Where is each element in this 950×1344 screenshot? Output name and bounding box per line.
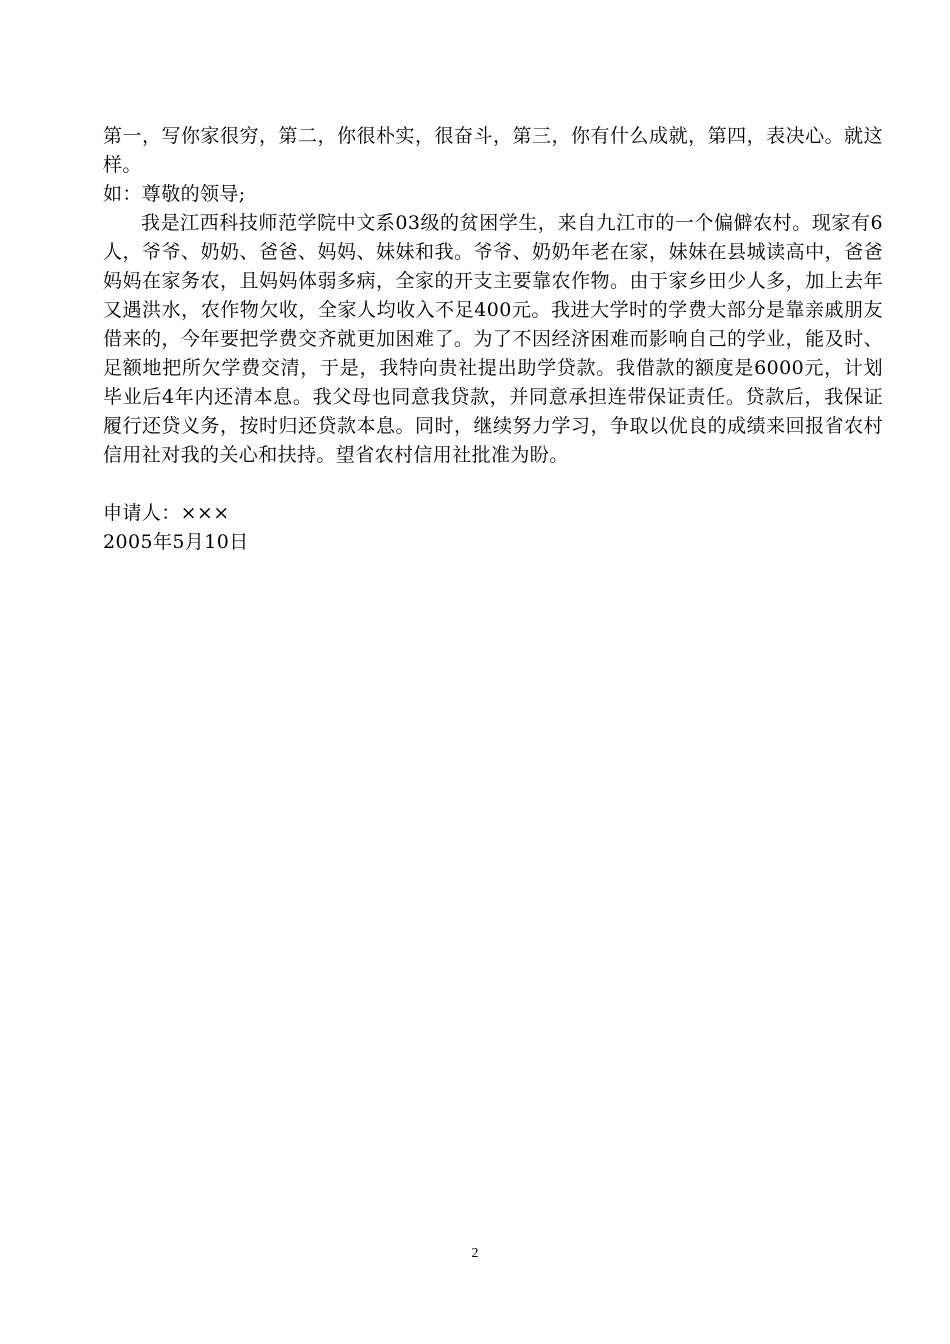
intro-line: 第一，写你家很穷，第二，你很朴实，很奋斗，第三，你有什么成就，第四，表决心。就这样。 [103, 125, 883, 176]
document-body [103, 122, 883, 557]
letter-body-paragraph: 我是江西科技师范学院中文系03级的贫困学生，来自九江市的一个偏僻农村。现家有6人，爷爷、奶奶、爸爸、妈妈、妹妹和我。爷爷、奶奶年老在家，妹妹在县城读高中，爸爸妈妈在家务农，且妈妈体弱多病，全家的开支主要靠农作物。由于家乡田少人多，加上去年又遇洪水，农作物欠收，全家人均收入不足400元。我进大学时的学费大部分是靠亲戚朋友借来的，今年要把学费交齐就更加困难了。为了不因经济困难而影响自己的学业，能及时、足额地把所欠学费交清，于是，我特向贵社提出助学贷款。我借款的额度是6000元，计划毕业后4年内还清本息。我父母也同意我贷款，并同意承担连带保证责任。贷款后，我保证履行还贷义务，按时归还贷款本息。同时，继续努力学习，争取以优良的成绩来回报省农村信用社对我的关心和扶持。望省农村信用社批准为盼。 [103, 212, 883, 466]
page-number: 2 [471, 1246, 479, 1261]
salutation: 如：尊敬的领导; [103, 183, 246, 205]
paragraph-spacer [103, 470, 883, 499]
date-line: 2005年5月10日 [103, 531, 249, 553]
applicant-line: 申请人：××× [103, 502, 230, 524]
